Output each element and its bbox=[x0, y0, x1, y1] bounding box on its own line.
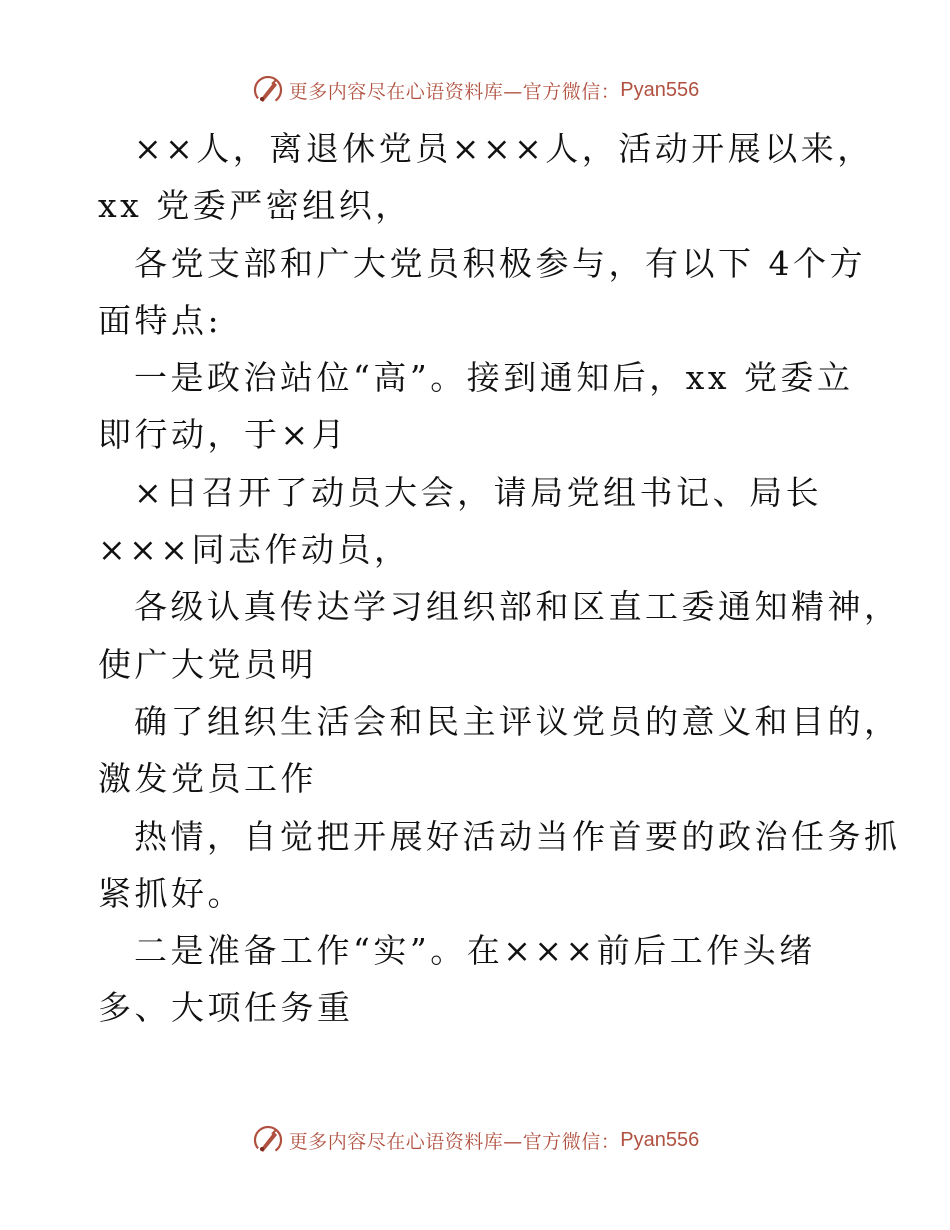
text-line: 一是政治站位“高”。接到通知后，xx 党委立 bbox=[134, 358, 854, 398]
text-line: 各级认真传达学习组织部和区直工委通知精神， bbox=[134, 587, 901, 627]
text-line: 二是准备工作“实”。在×××前后工作头绪 bbox=[134, 931, 816, 971]
text-line: ××人，离退休党员×××人，活动开展以来， bbox=[134, 129, 874, 168]
text-line: 紧抓好。 bbox=[98, 873, 244, 913]
text-line: 各党支部和广大党员积极参与，有以下 4个方 bbox=[134, 243, 866, 283]
text-line: 多、大项任务重 bbox=[98, 988, 354, 1028]
watermark-wechat-id: Pyan556 bbox=[620, 1128, 700, 1151]
watermark-text: 更多内容尽在心语资料库—官方微信： bbox=[288, 80, 621, 103]
text-line: ×日召开了动员大会，请局党组书记、局长 bbox=[134, 472, 823, 512]
text-line: 热情，自觉把开展好活动当作首要的政治任务抓 bbox=[134, 816, 901, 856]
text-line: 即行动，于×月 bbox=[98, 415, 349, 455]
watermark-wechat-id: Pyan556 bbox=[620, 78, 700, 101]
text-line: 确了组织生活会和民主评议党员的意义和目的， bbox=[134, 701, 901, 741]
text-line: 面特点: bbox=[98, 300, 223, 340]
pen-quill-logo-icon bbox=[251, 1123, 285, 1157]
document-body bbox=[98, 120, 901, 1037]
text-line: 使广大党员明 bbox=[98, 644, 317, 684]
pen-quill-logo-icon bbox=[251, 73, 285, 107]
header-watermark bbox=[0, 70, 950, 110]
text-line: 激发党员工作 bbox=[98, 759, 317, 799]
footer-watermark bbox=[0, 1120, 950, 1160]
text-line: xx 党委严密组织， bbox=[98, 186, 412, 226]
text-line: ×××同志作动员， bbox=[98, 530, 411, 570]
watermark-text: 更多内容尽在心语资料库—官方微信： bbox=[288, 1130, 621, 1153]
